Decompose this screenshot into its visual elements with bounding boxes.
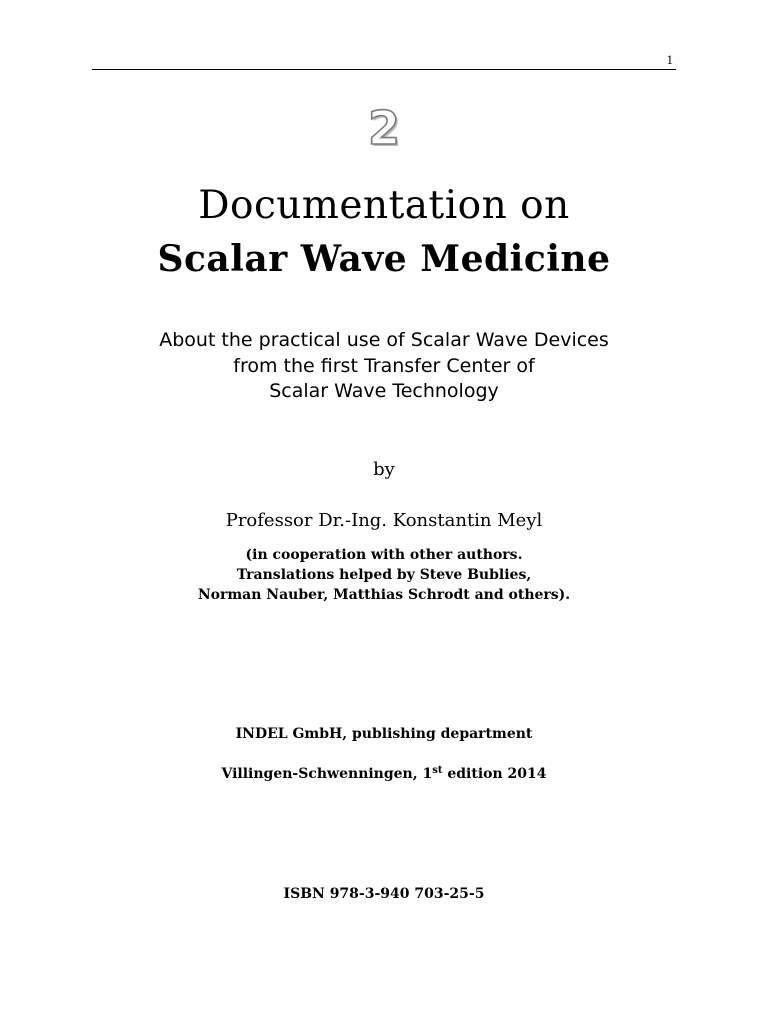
edition-prefix: Villingen-Schwenningen, 1 bbox=[221, 766, 433, 782]
cooperation-line: Translations helped by Steve Bublies, bbox=[236, 567, 532, 583]
subtitle-line: from the first Transfer Center of bbox=[233, 354, 535, 377]
edition-superscript: st bbox=[432, 765, 443, 776]
cooperation-line: (in cooperation with other authors. bbox=[245, 547, 523, 563]
subtitle bbox=[0, 328, 768, 405]
edition-suffix: edition 2014 bbox=[442, 766, 547, 782]
volume-number: 2 bbox=[367, 101, 400, 155]
author-name: Professor Dr.-Ing. Konstantin Meyl bbox=[225, 510, 543, 531]
isbn: ISBN 978-3-940 703-25-5 bbox=[283, 886, 485, 902]
subtitle-line: Scalar Wave Technology bbox=[269, 380, 499, 402]
subtitle-line: About the practical use of Scalar Wave Devices bbox=[159, 329, 609, 351]
header-rule bbox=[92, 69, 676, 70]
edition-line bbox=[0, 763, 768, 785]
cooperation-note bbox=[0, 545, 768, 605]
publisher: INDEL GmbH, publishing department bbox=[235, 726, 533, 742]
by-line: by bbox=[373, 459, 395, 480]
title-line-2: Scalar Wave Medicine bbox=[157, 238, 611, 280]
cooperation-line: Norman Nauber, Matthias Schrodt and others). bbox=[197, 587, 571, 603]
page-number: 1 bbox=[666, 52, 673, 67]
title-line-1: Documentation on bbox=[198, 183, 570, 228]
